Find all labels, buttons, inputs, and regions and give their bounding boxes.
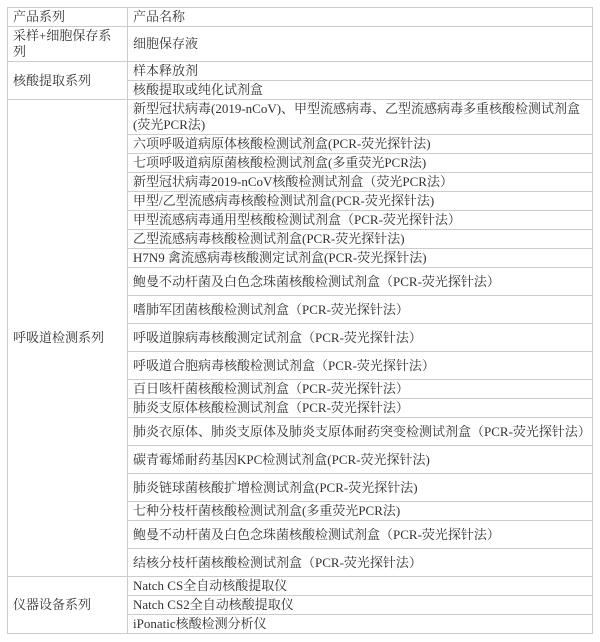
product-cell: 样本释放剂 (128, 62, 593, 81)
product-cell: 七种分枝杆菌核酸检测试剂盒(多重荧光PCR法) (128, 502, 593, 521)
product-cell: 嗜肺军团菌核酸检测试剂盒（PCR-荧光探针法） (128, 296, 593, 324)
header-product-series: 产品系列 (8, 8, 128, 27)
product-cell: H7N9 禽流感病毒核酸测定试剂盒(PCR-荧光探针法) (128, 249, 593, 268)
product-cell: 乙型流感病毒核酸检测试剂盒(PCR-荧光探针法) (128, 230, 593, 249)
table-row (8, 62, 593, 81)
product-cell: 百日咳杆菌核酸检测试剂盒（PCR-荧光探针法） (128, 380, 593, 399)
product-cell: 新型冠状病毒(2019-nCoV)、甲型流感病毒、乙型流感病毒多重核酸检测试剂盒(荧光PCR法) (128, 100, 593, 135)
product-cell: 肺炎支原体核酸检测试剂盒（PCR-荧光探针法） (128, 399, 593, 418)
series-cell-extraction: 核酸提取系列 (8, 62, 128, 100)
product-cell: Natch CS全自动核酸提取仪 (128, 577, 593, 596)
product-cell: 新型冠状病毒2019-nCoV核酸检测试剂盒（荧光PCR法） (128, 173, 593, 192)
product-cell: 肺炎衣原体、肺炎支原体及肺炎支原体耐药突变检测试剂盒（PCR-荧光探针法） (128, 418, 593, 446)
table-row (8, 577, 593, 596)
table-row (8, 100, 593, 135)
header-product-name: 产品名称 (128, 8, 593, 27)
product-cell: 鲍曼不动杆菌及白色念珠菌核酸检测试剂盒（PCR-荧光探针法） (128, 268, 593, 296)
product-cell: 呼吸道腺病毒核酸测定试剂盒（PCR-荧光探针法） (128, 324, 593, 352)
series-cell-sampling: 采样+细胞保存系列 (8, 27, 128, 62)
product-cell: 甲型/乙型流感病毒核酸检测试剂盒(PCR-荧光探针法) (128, 192, 593, 211)
series-cell-respiratory: 呼吸道检测系列 (8, 100, 128, 577)
table-row (8, 27, 593, 62)
product-cell: 鲍曼不动杆菌及白色念珠菌核酸检测试剂盒（PCR-荧光探针法） (128, 521, 593, 549)
product-cell: 碳青霉烯耐药基因KPC检测试剂盒(PCR-荧光探针法) (128, 446, 593, 474)
product-cell: 结核分枝杆菌核酸检测试剂盒（PCR-荧光探针法） (128, 549, 593, 577)
product-cell: 甲型流感病毒通用型核酸检测试剂盒（PCR-荧光探针法） (128, 211, 593, 230)
product-cell: iPonatic核酸检测分析仪 (128, 615, 593, 634)
product-cell: 细胞保存液 (128, 27, 593, 62)
table-header-row (8, 8, 593, 27)
series-cell-instruments: 仪器设备系列 (8, 577, 128, 634)
product-cell: 肺炎链球菌核酸扩增检测试剂盒(PCR-荧光探针法) (128, 474, 593, 502)
product-cell: 核酸提取或纯化试剂盒 (128, 81, 593, 100)
product-cell: 六项呼吸道病原体核酸检测试剂盒(PCR-荧光探针法) (128, 135, 593, 154)
product-cell: 七项呼吸道病原菌核酸检测试剂盒(多重荧光PCR法) (128, 154, 593, 173)
product-cell: Natch CS2全自动核酸提取仪 (128, 596, 593, 615)
product-cell: 呼吸道合胞病毒核酸检测试剂盒（PCR-荧光探针法） (128, 352, 593, 380)
product-table (7, 7, 593, 634)
